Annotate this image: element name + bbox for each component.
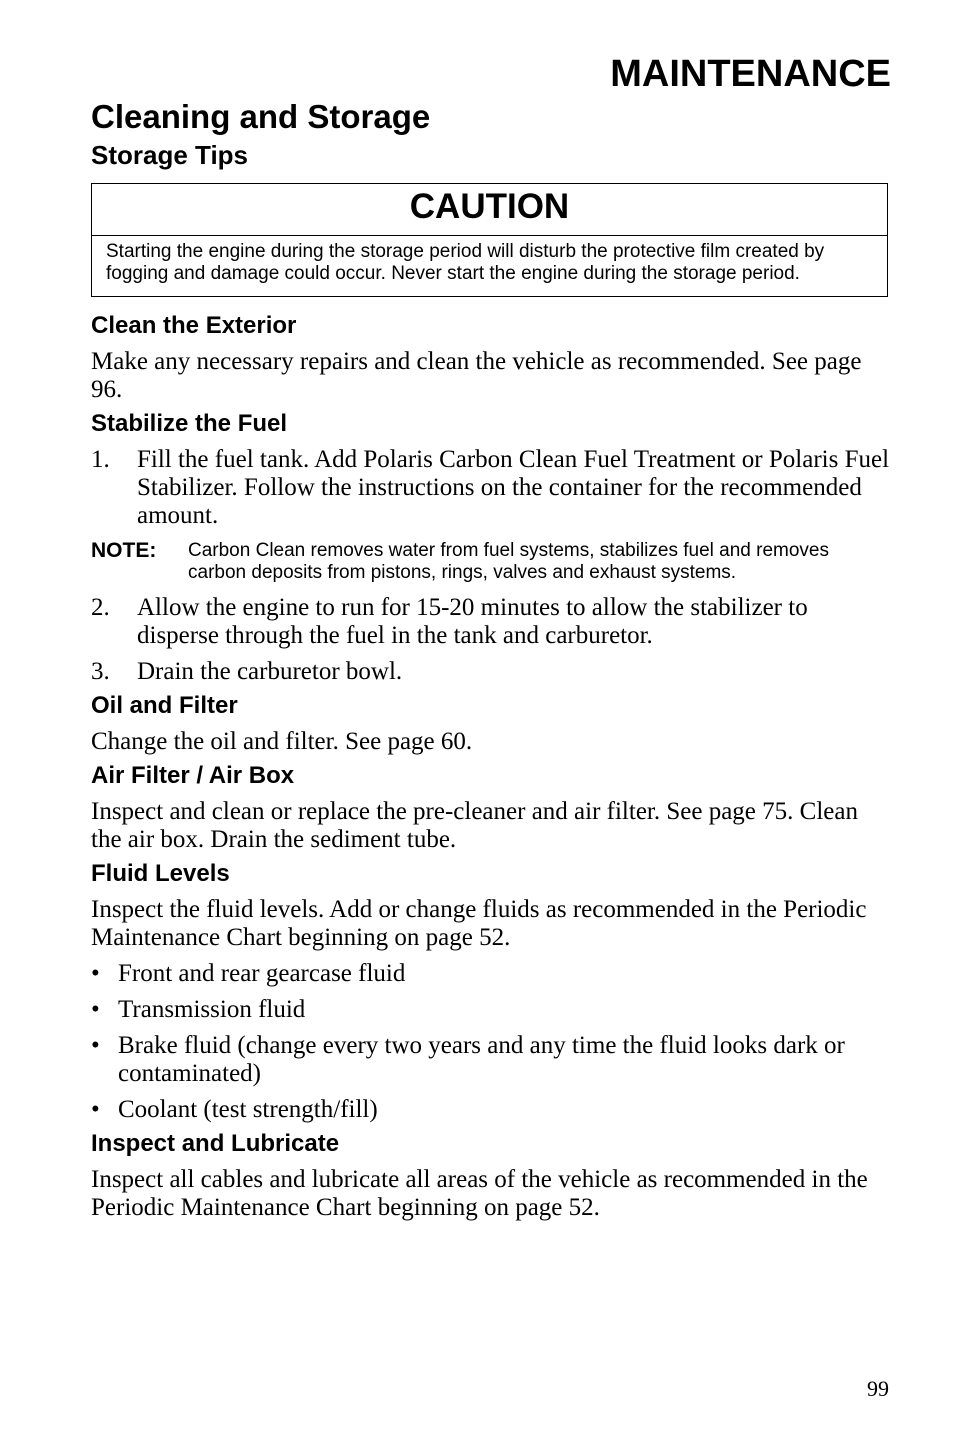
bullet-text: Coolant (test strength/fill) — [118, 1096, 378, 1123]
list-item — [91, 446, 891, 530]
caution-text: Starting the engine during the storage period will disturb the protective film created by fogging and damage could occur. Never start the engine during the storage period. — [106, 241, 825, 284]
step-text: Allow the engine to run for 15-20 minutes to allow the stabilizer to disperse through the fuel in the tank and carburetor. — [137, 594, 808, 649]
step-number: 3. — [91, 658, 110, 685]
bullet-text: Front and rear gearcase fluid — [118, 960, 406, 987]
bullet-text: Brake fluid (change every two years and any time the fluid looks dark or contaminated) — [118, 1032, 845, 1087]
bullet-icon: • — [91, 1096, 100, 1123]
list-item — [91, 996, 891, 1024]
inspect-lubricate-heading: Inspect and Lubricate — [91, 1130, 340, 1157]
air-filter-text: Inspect and clean or replace the pre-cleaner and air filter. See page 75. Clean the air box. Drain the sediment tube. — [91, 798, 858, 853]
subsection-title: Storage Tips — [91, 140, 249, 170]
step-number: 2. — [91, 594, 110, 621]
list-item — [91, 594, 891, 650]
page-number: 99 — [867, 1376, 889, 1401]
oil-filter-text: Change the oil and filter. See page 60. — [91, 728, 473, 755]
clean-exterior-text: Make any necessary repairs and clean the vehicle as recommended. See page 96. — [91, 348, 862, 403]
step-text: Fill the fuel tank. Add Polaris Carbon Clean Fuel Treatment or Polaris Fuel Stabilizer. Follow the instructions on the container for the recommended amount. — [137, 446, 890, 529]
inspect-lubricate-text: Inspect all cables and lubricate all areas of the vehicle as recommended in the Periodic Maintenance Chart beginning on page 52. — [91, 1166, 868, 1221]
manual-page — [91, 52, 891, 1222]
bullet-icon: • — [91, 960, 100, 987]
bullet-text: Transmission fluid — [118, 996, 306, 1023]
bullet-icon: • — [91, 996, 100, 1023]
bullet-icon: • — [91, 1032, 100, 1059]
note-text: Carbon Clean removes water from fuel systems, stabilizes fuel and removes carbon deposits from pistons, rings, valves and exhaust systems. — [188, 540, 829, 583]
note — [91, 540, 891, 584]
list-item — [91, 960, 891, 988]
air-filter-heading: Air Filter / Air Box — [91, 762, 295, 789]
step-number: 1. — [91, 446, 110, 473]
fluid-levels-text: Inspect the fluid levels. Add or change fluids as recommended in the Periodic Maintenance Chart beginning on page 52. — [91, 896, 867, 951]
chapter-title: MAINTENANCE — [610, 53, 891, 95]
oil-filter-heading: Oil and Filter — [91, 692, 238, 719]
step-text: Drain the carburetor bowl. — [137, 658, 403, 685]
list-item — [91, 658, 891, 686]
fluid-levels-heading: Fluid Levels — [91, 860, 230, 887]
stabilize-fuel-heading: Stabilize the Fuel — [91, 410, 288, 437]
section-title: Cleaning and Storage — [91, 98, 431, 135]
list-item — [91, 1032, 891, 1088]
list-item — [91, 1096, 891, 1124]
clean-exterior-heading: Clean the Exterior — [91, 312, 297, 339]
caution-box — [91, 183, 888, 297]
caution-title: CAUTION — [92, 184, 887, 236]
note-label: NOTE: — [91, 539, 157, 562]
